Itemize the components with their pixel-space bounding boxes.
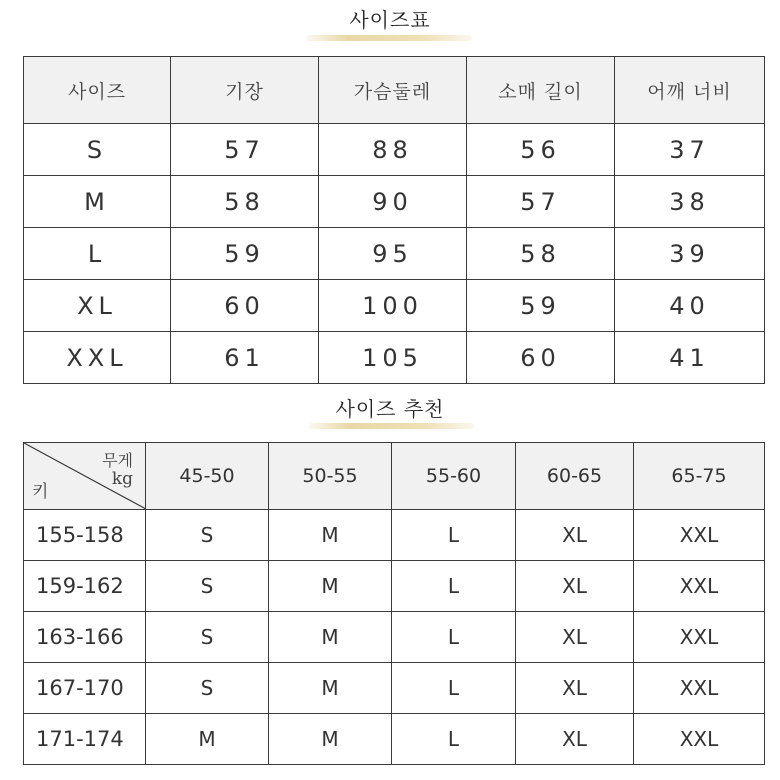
- table-cell: 59: [171, 228, 319, 280]
- recommended-size-cell: M: [269, 612, 392, 663]
- height-range-cell: 159-162: [24, 561, 146, 612]
- recommended-size-cell: L: [392, 510, 516, 561]
- table-cell: 39: [615, 228, 765, 280]
- table-cell: 88: [319, 124, 467, 176]
- recommended-size-cell: L: [392, 714, 516, 765]
- table-cell: 60: [467, 332, 615, 384]
- table-row: [24, 280, 765, 332]
- corner-header-cell: [24, 443, 146, 510]
- table-cell: 59: [467, 280, 615, 332]
- table-cell: 105: [319, 332, 467, 384]
- recommended-size-cell: L: [392, 612, 516, 663]
- recommended-size-cell: M: [269, 561, 392, 612]
- table-cell: 90: [319, 176, 467, 228]
- height-range-cell: 163-166: [24, 612, 146, 663]
- table-row: [24, 714, 765, 765]
- table-row: [24, 663, 765, 714]
- table-cell: M: [24, 176, 171, 228]
- recommended-size-cell: S: [146, 612, 269, 663]
- table-cell: 95: [319, 228, 467, 280]
- recommended-size-cell: M: [269, 510, 392, 561]
- height-label: 키: [32, 482, 49, 502]
- recommended-size-cell: XXL: [634, 510, 765, 561]
- size-recommendation-table: [23, 442, 765, 765]
- size-chart-title-underline: [306, 35, 472, 41]
- table-cell: 58: [467, 228, 615, 280]
- header-cell: 소매 길이: [467, 57, 615, 124]
- recommended-size-cell: S: [146, 561, 269, 612]
- table-row: [24, 561, 765, 612]
- size-chart-title: 사이즈표: [349, 8, 431, 32]
- table-cell: 58: [171, 176, 319, 228]
- recommended-size-cell: XL: [516, 612, 634, 663]
- table-cell: XXL: [24, 332, 171, 384]
- recommendation-title: 사이즈 추천: [335, 397, 445, 421]
- recommendation-header-row: [24, 443, 765, 510]
- table-row: [24, 332, 765, 384]
- header-cell: 어깨 너비: [615, 57, 765, 124]
- height-range-cell: 167-170: [24, 663, 146, 714]
- height-range-cell: 171-174: [24, 714, 146, 765]
- table-cell: S: [24, 124, 171, 176]
- weight-range-header: 55-60: [392, 443, 516, 510]
- table-cell: 60: [171, 280, 319, 332]
- table-cell: 61: [171, 332, 319, 384]
- table-row: [24, 228, 765, 280]
- recommended-size-cell: XL: [516, 663, 634, 714]
- table-cell: 41: [615, 332, 765, 384]
- recommended-size-cell: XL: [516, 510, 634, 561]
- table-cell: 40: [615, 280, 765, 332]
- size-chart-header-row: [24, 57, 765, 124]
- recommended-size-cell: S: [146, 510, 269, 561]
- weight-range-header: 60-65: [516, 443, 634, 510]
- table-cell: 57: [171, 124, 319, 176]
- header-cell: 사이즈: [24, 57, 171, 124]
- table-cell: 57: [467, 176, 615, 228]
- weight-range-header: 50-55: [269, 443, 392, 510]
- recommended-size-cell: S: [146, 663, 269, 714]
- table-cell: L: [24, 228, 171, 280]
- table-cell: 56: [467, 124, 615, 176]
- recommended-size-cell: XXL: [634, 663, 765, 714]
- recommended-size-cell: M: [269, 663, 392, 714]
- height-range-cell: 155-158: [24, 510, 146, 561]
- header-cell: 가슴둘레: [319, 57, 467, 124]
- recommended-size-cell: XL: [516, 561, 634, 612]
- weight-range-header: 45-50: [146, 443, 269, 510]
- table-row: [24, 510, 765, 561]
- table-cell: 100: [319, 280, 467, 332]
- recommended-size-cell: M: [146, 714, 269, 765]
- recommendation-title-underline: [308, 423, 474, 429]
- table-cell: XL: [24, 280, 171, 332]
- weight-unit: kg: [111, 469, 133, 489]
- weight-range-header: 65-75: [634, 443, 765, 510]
- recommended-size-cell: XXL: [634, 561, 765, 612]
- recommended-size-cell: L: [392, 663, 516, 714]
- table-cell: 38: [615, 176, 765, 228]
- recommended-size-cell: L: [392, 561, 516, 612]
- recommended-size-cell: XXL: [634, 612, 765, 663]
- table-row: [24, 124, 765, 176]
- header-cell: 기장: [171, 57, 319, 124]
- recommended-size-cell: XL: [516, 714, 634, 765]
- table-row: [24, 612, 765, 663]
- table-row: [24, 176, 765, 228]
- recommended-size-cell: XXL: [634, 714, 765, 765]
- table-cell: 37: [615, 124, 765, 176]
- weight-label: 무게: [102, 451, 133, 470]
- recommended-size-cell: M: [269, 714, 392, 765]
- size-chart-table: [23, 56, 765, 384]
